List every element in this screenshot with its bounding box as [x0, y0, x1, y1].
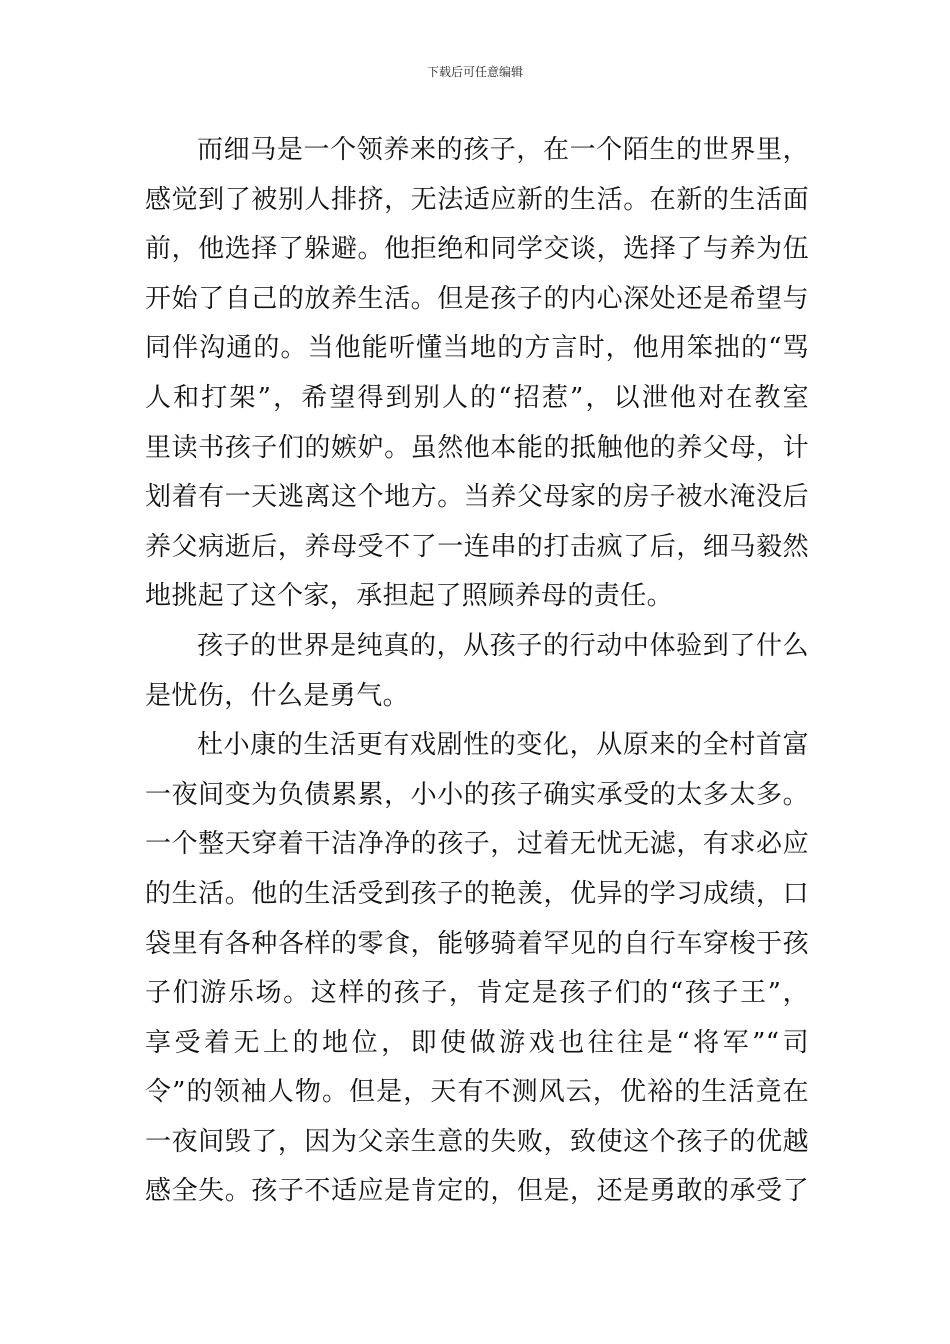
paragraph-line: 而细马是一个领养来的孩子，在一个陌生的世界里，	[197, 135, 809, 165]
paragraph-line: 的生活。他的生活受到孩子的艳羡，优异的学习成绩，口	[145, 878, 809, 909]
paragraph-line: 孩子的世界是纯真的，从孩子的行动中体验到了什么	[197, 630, 809, 661]
paragraph-line: 前，他选择了躲避。他拒绝和同学交谈，选择了与养为伍	[145, 234, 809, 265]
paragraph-line: 杜小康的生活更有戏剧性的变化，从原来的全村首富	[197, 730, 809, 761]
page-header: 下载后可任意编辑	[426, 65, 523, 79]
document-body	[145, 126, 809, 1217]
paragraph-1	[145, 126, 809, 622]
paragraph-line: 养父病逝后，养母受不了一连串的打击疯了后，细马毅然	[145, 531, 809, 562]
paragraph-3	[145, 721, 809, 1217]
paragraph-line: 地挑起了这个家，承担起了照顾养母的责任。	[145, 581, 674, 612]
paragraph-line: 开始了自己的放养生活。但是孩子的内心深处还是希望与	[145, 283, 809, 314]
paragraph-line: 袋里有各种各样的零食，能够骑着罕见的自行车穿梭于孩	[145, 928, 809, 959]
paragraph-line: 一夜间毁了，因为父亲生意的失败，致使这个孩子的优越	[145, 1126, 809, 1157]
paragraph-line: 划着有一天逃离这个地方。当养父母家的房子被水淹没后	[145, 482, 809, 513]
paragraph-2	[145, 622, 809, 721]
paragraph-line: 人和打架”，希望得到别人的“招惹”，以泄他对在教室	[145, 382, 809, 413]
paragraph-line: 是忧伤，什么是勇气。	[145, 680, 410, 711]
paragraph-line: 享受着无上的地位，即使做游戏也往往是“将军”“司	[145, 1027, 809, 1058]
paragraph-line: 感全失。孩子不适应是肯定的，但是，还是勇敢的承受了	[145, 1176, 809, 1207]
paragraph-line: 感觉到了被别人排挤，无法适应新的生活。在新的生活面	[145, 184, 809, 215]
paragraph-line: 同伴沟通的。当他能听懂当地的方言时，他用笨拙的“骂	[145, 333, 809, 364]
paragraph-line: 一夜间变为负债累累，小小的孩子确实承受的太多太多。	[145, 779, 809, 810]
paragraph-line: 令”的领袖人物。但是，天有不测风云，优裕的生活竟在	[145, 1077, 809, 1108]
paragraph-line: 里读书孩子们的嫉妒。虽然他本能的抵触他的养父母，计	[145, 432, 809, 463]
paragraph-line: 子们游乐场。这样的孩子，肯定是孩子们的“孩子王”，	[145, 978, 809, 1009]
paragraph-line: 一个整天穿着干洁净净的孩子，过着无忧无滤，有求必应	[145, 829, 809, 860]
